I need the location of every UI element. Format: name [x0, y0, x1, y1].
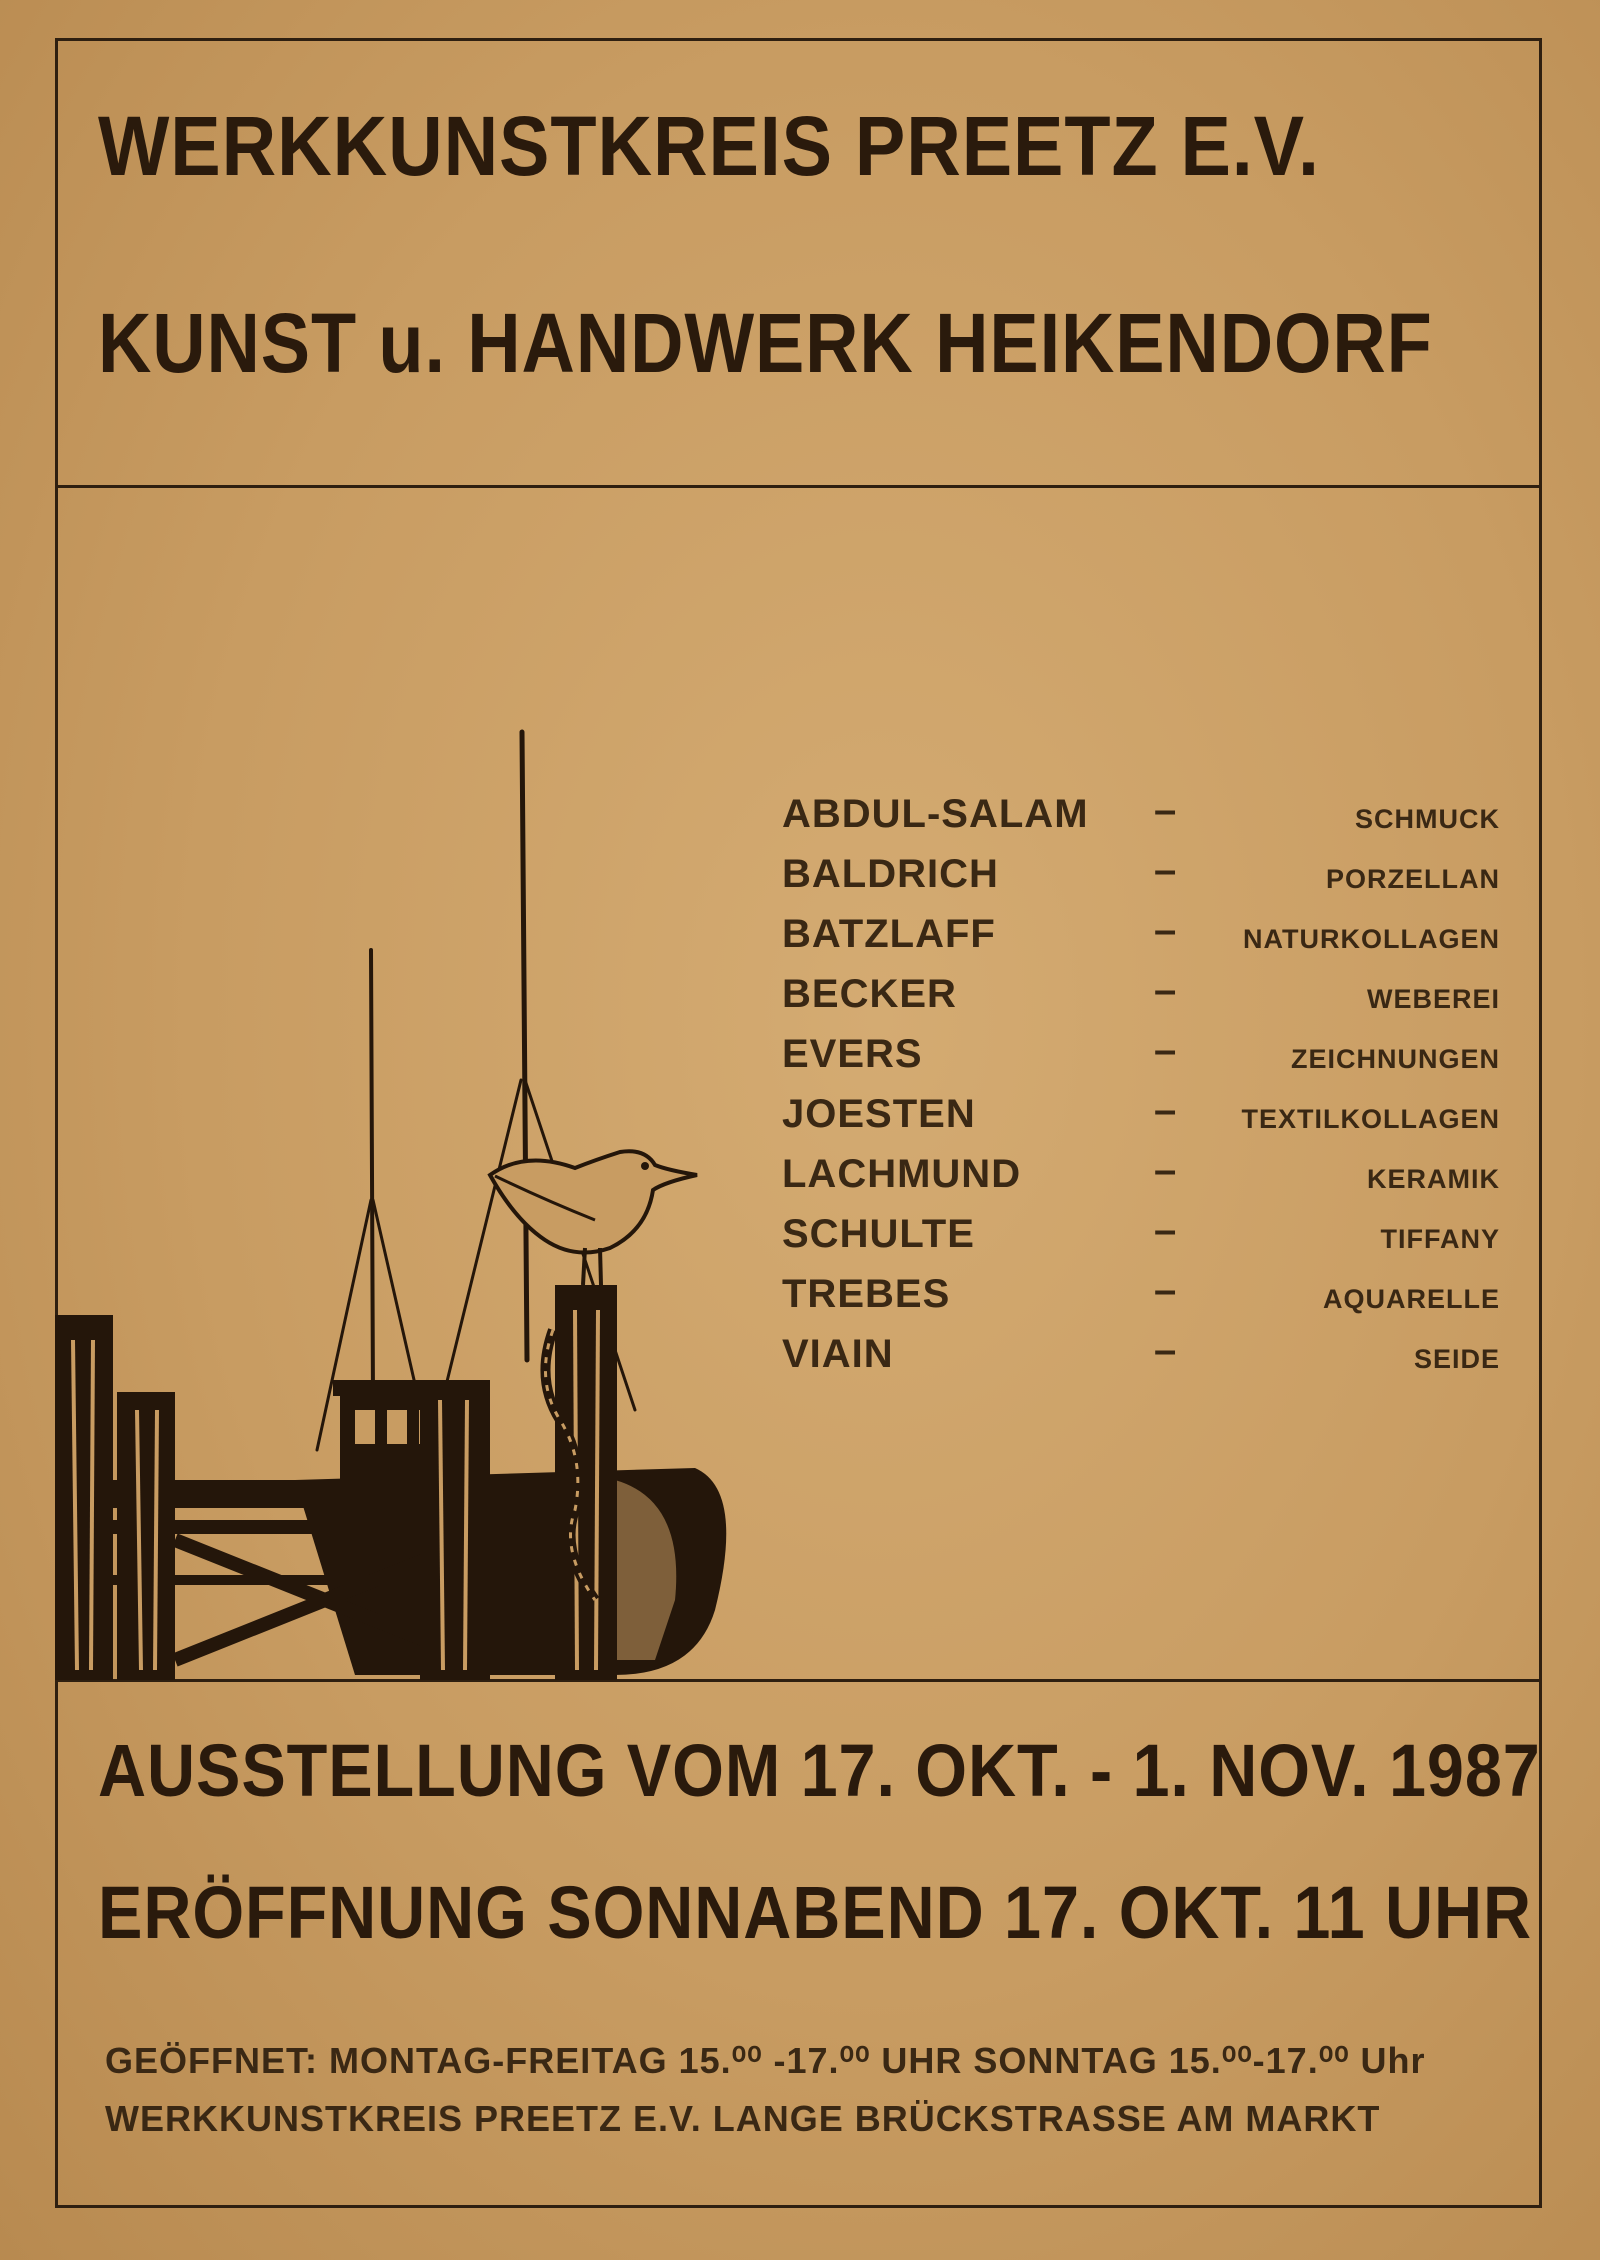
- artist-craft: TEXTILKOLLAGEN: [1241, 1104, 1500, 1134]
- artist-name: SCHULTE: [782, 1212, 975, 1256]
- separator-dash: –: [1154, 1208, 1177, 1252]
- artist-name: LACHMUND: [782, 1152, 1022, 1196]
- separator-dash: –: [1154, 848, 1177, 892]
- artist-name: ABDUL-SALAM: [782, 792, 1089, 836]
- separator-dash: –: [1154, 1268, 1177, 1312]
- list-item: [782, 1208, 1500, 1268]
- artist-craft: SCHMUCK: [1355, 804, 1500, 834]
- artist-name: VIAIN: [782, 1332, 894, 1376]
- separator-dash: –: [1154, 1328, 1177, 1372]
- artist-name: EVERS: [782, 1032, 923, 1076]
- separator-dash: –: [1154, 968, 1177, 1012]
- artist-name: BALDRICH: [782, 852, 999, 896]
- list-item: [782, 848, 1500, 908]
- artist-craft: TIFFANY: [1380, 1224, 1500, 1254]
- list-item: [782, 788, 1500, 848]
- separator-dash: –: [1154, 908, 1177, 952]
- exhibition-dates: AUSSTELLUNG VOM 17. OKT. - 1. NOV. 1987: [98, 1729, 1541, 1812]
- artist-name: JOESTEN: [782, 1092, 976, 1136]
- opening-info: ERÖFFNUNG SONNABEND 17. OKT. 11 UHR: [98, 1871, 1533, 1954]
- artist-name: BECKER: [782, 972, 957, 1016]
- artist-craft: SEIDE: [1413, 1344, 1500, 1374]
- list-item: [782, 968, 1500, 1028]
- harbor-boat-seagull-icon: [55, 720, 755, 1680]
- artist-craft: WEBEREI: [1366, 984, 1500, 1014]
- artist-name: BATZLAFF: [782, 912, 996, 956]
- header-org-title: WERKKUNSTKREIS PREETZ E.V.: [98, 99, 1320, 193]
- separator-dash: –: [1154, 1088, 1177, 1132]
- artist-craft: PORZELLAN: [1326, 864, 1500, 894]
- list-item: [782, 1088, 1500, 1148]
- artist-craft: NATURKOLLAGEN: [1243, 924, 1500, 954]
- separator-dash: –: [1154, 1148, 1177, 1192]
- artist-craft: KERAMIK: [1367, 1164, 1500, 1194]
- opening-hours: GEÖFFNET: MONTAG-FREITAG 15.⁰⁰ -17.⁰⁰ UHR SONNTAG 15.⁰⁰-17.⁰⁰ Uhr: [105, 2040, 1426, 2081]
- list-item: [782, 908, 1500, 968]
- artist-craft: ZEICHNUNGEN: [1290, 1044, 1500, 1074]
- list-item: [782, 1148, 1500, 1208]
- list-item: [782, 1028, 1500, 1088]
- list-item: [782, 1268, 1500, 1328]
- separator-dash: –: [1154, 788, 1177, 832]
- header-event-title: KUNST u. HANDWERK HEIKENDORF: [98, 296, 1433, 390]
- artist-list: [782, 788, 1500, 1388]
- artist-craft: AQUARELLE: [1323, 1284, 1500, 1314]
- separator-dash: –: [1154, 1028, 1177, 1072]
- venue-address: WERKKUNSTKREIS PREETZ E.V. LANGE BRÜCKSTRASSE AM MARKT: [105, 2098, 1381, 2139]
- artist-name: TREBES: [782, 1272, 951, 1316]
- list-item: [782, 1328, 1500, 1388]
- divider-top: [55, 485, 1542, 488]
